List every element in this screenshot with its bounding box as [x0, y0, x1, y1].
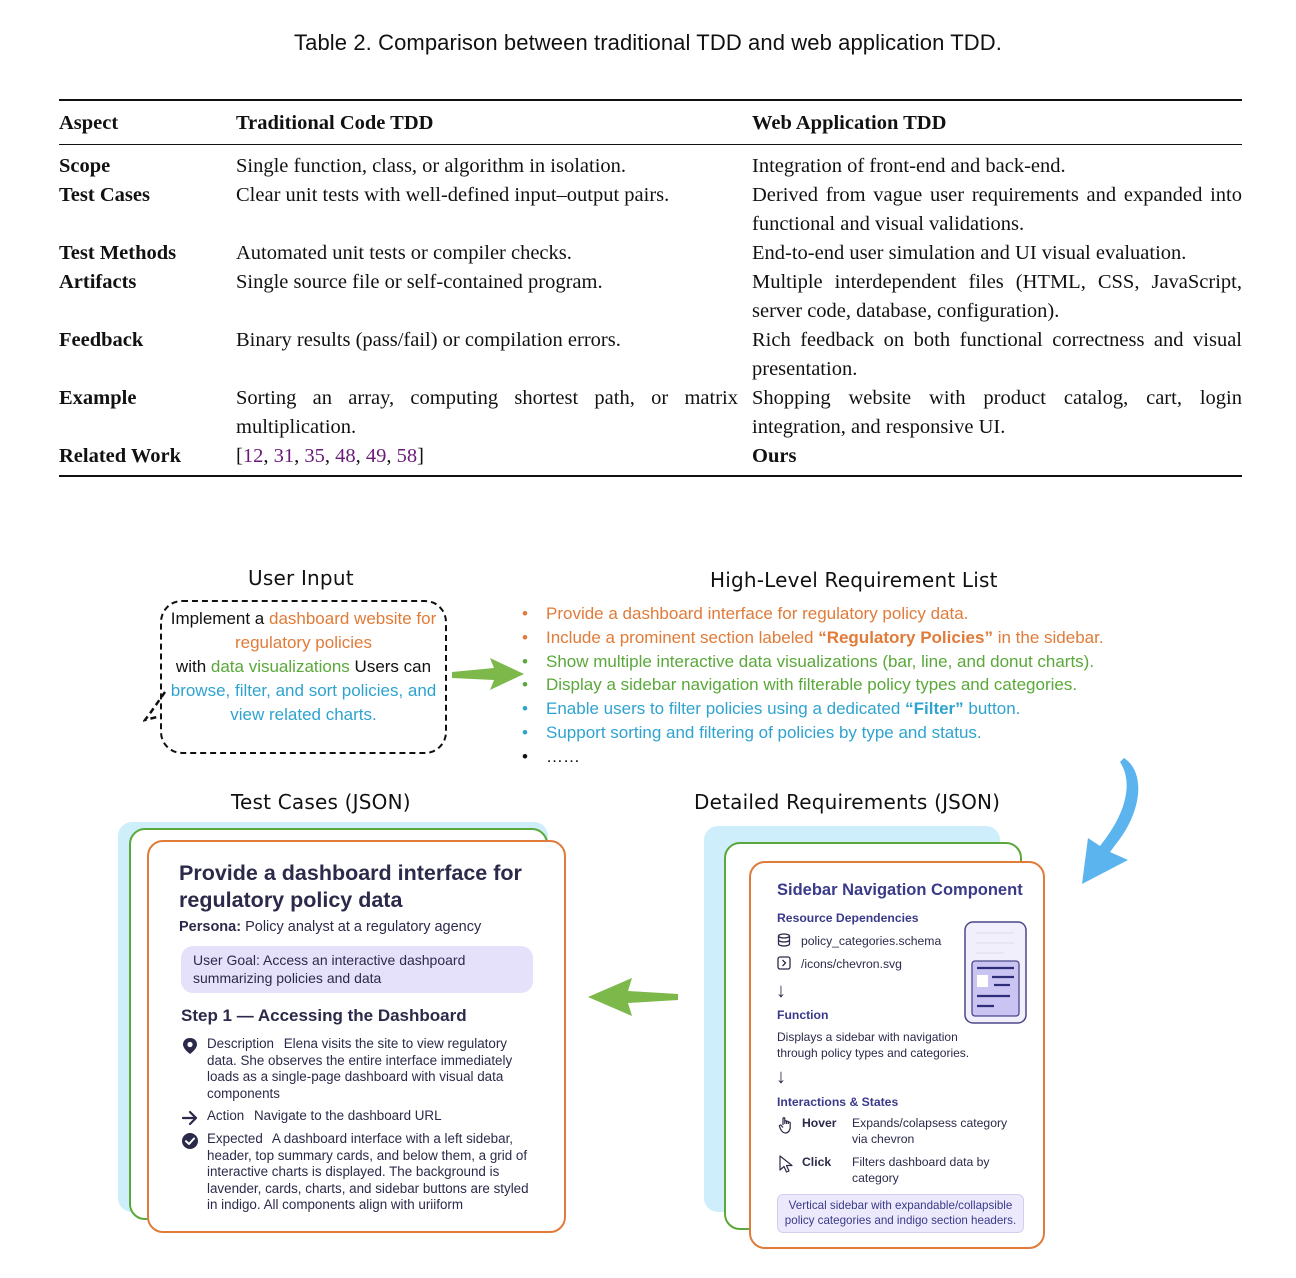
user-input-highlight-orange: dashboard website for regulatory policies	[234, 609, 437, 652]
curved-arrow-down-icon	[1076, 752, 1156, 890]
requirement-item: • Display a sidebar navigation with filterable policy types and categories.	[522, 673, 1104, 697]
check-circle-icon	[181, 1132, 199, 1150]
requirement-list	[522, 602, 1104, 769]
description-text: Elena visits the site to view regulatory data. She observes the entire interface immediately loads as a single-page dashboard with visual data components	[207, 1036, 513, 1101]
step-title: Step 1 — Accessing the Dashboard	[181, 1006, 467, 1025]
function-header: Function	[777, 1008, 829, 1022]
citation-link[interactable]: 31	[273, 445, 295, 467]
arrow-right-icon	[450, 654, 526, 694]
web-cell-ours: Ours	[752, 442, 1242, 476]
requirement-item	[522, 626, 1104, 650]
resource-item	[777, 933, 941, 948]
database-icon	[777, 933, 791, 947]
test-case-title: Provide a dashboard interface for regulatory policy data	[179, 861, 522, 912]
requirement-item: • Support sorting and filtering of policies by type and status.	[522, 721, 1104, 745]
requirement-item: • Show multiple interactive data visualizations (bar, line, and donut charts).	[522, 650, 1104, 674]
traditional-cell: Sorting an array, computing shortest path, or matrix multiplication.	[236, 387, 738, 438]
step-expected	[181, 1131, 531, 1214]
aspect-cell: Example	[59, 387, 137, 409]
user-input-bubble	[160, 600, 447, 754]
description-label: Description	[207, 1036, 274, 1051]
requirement-item: • Provide a dashboard interface for regulatory policy data.	[522, 602, 1104, 626]
arrow-right-icon	[181, 1109, 199, 1127]
interaction-click	[777, 1154, 1017, 1186]
table-row	[59, 442, 1242, 476]
comparison-table	[59, 99, 1242, 477]
table-row	[59, 384, 1242, 442]
requirement-bold: “Filter”	[905, 699, 964, 719]
component-title: Sidebar Navigation Component	[777, 881, 1023, 899]
table-row	[59, 181, 1242, 239]
persona-value: Policy analyst at a regulatory agency	[241, 919, 482, 935]
traditional-cell: Single function, class, or algorithm in isolation.	[236, 155, 627, 177]
citation-link[interactable]: 49	[365, 445, 387, 467]
requirement-list-title: High-Level Requirement List	[710, 568, 998, 592]
table-row	[59, 326, 1242, 384]
aspect-cell: Artifacts	[59, 271, 137, 293]
user-input-highlight-blue: browse, filter, and sort policies, and view related charts.	[170, 681, 437, 724]
aspect-cell: Related Work	[59, 442, 236, 476]
aspect-cell: Feedback	[59, 329, 144, 351]
resource-dependencies-header: Resource Dependencies	[777, 911, 919, 925]
interaction-key: Click	[802, 1155, 832, 1169]
aspect-cell: Test Methods	[59, 242, 177, 264]
traditional-cell: Automated unit tests or compiler checks.	[236, 242, 572, 264]
web-cell: Derived from vague user requirements and expanded into functional and visual validations.	[752, 184, 1242, 235]
traditional-cell: Single source file or self-contained program.	[236, 271, 603, 293]
action-label: Action	[207, 1108, 245, 1123]
requirement-text: in the sidebar.	[992, 627, 1104, 647]
web-cell: Multiple interdependent files (HTML, CSS, JavaScript, server code, database, configuration).	[752, 271, 1242, 322]
web-cell: Shopping website with product catalog, cart, login integration, and responsive UI.	[752, 387, 1242, 438]
citation-link[interactable]: 48	[335, 445, 356, 467]
traditional-cell: Clear unit tests with well-defined input–output pairs.	[236, 184, 670, 206]
traditional-cell: Binary results (pass/fail) or compilation errors.	[236, 329, 621, 351]
citation-link[interactable]: 58	[396, 445, 418, 467]
action-text: Navigate to the dashboard URL	[253, 1108, 442, 1123]
aspect-cell: Scope	[59, 155, 111, 177]
web-cell: Integration of front-end and back-end.	[752, 155, 1066, 177]
user-goal-box: User Goal: Access an interactive dashpoard summarizing policies and data	[181, 946, 533, 993]
persona-label: Persona:	[179, 919, 242, 935]
requirement-text: Include a prominent section labeled	[546, 627, 819, 647]
sidebar-illustration-icon	[964, 921, 1027, 1024]
down-arrow-icon: ↓	[776, 980, 786, 1002]
table-row	[59, 239, 1242, 268]
user-input-text: with	[175, 657, 211, 676]
arrow-left-icon	[584, 974, 680, 1020]
web-cell: End-to-end user simulation and UI visual evaluation.	[752, 242, 1187, 264]
interaction-value: Expands/colapsess category via chevron	[852, 1116, 1008, 1146]
web-cell: Rich feedback on both functional correctness and visual presentation.	[752, 329, 1242, 380]
interaction-value: Filters dashboard data by category	[852, 1155, 990, 1185]
interaction-key: Hover	[802, 1116, 837, 1130]
step-description	[181, 1036, 531, 1102]
requirement-bold: “Regulatory Policies”	[818, 627, 993, 647]
cursor-arrow-icon	[777, 1154, 797, 1174]
map-pin-icon	[181, 1037, 199, 1055]
user-input-text: Implement a	[170, 609, 269, 628]
table-row	[59, 268, 1242, 326]
down-arrow-icon: ↓	[776, 1066, 786, 1088]
aspect-cell: Test Cases	[59, 184, 150, 206]
expected-text: A dashboard interface with a left sidebar, header, top summary cards, and below them, a grid of interactive charts is displayed. The background is lavender, cards, charts, and sidebar buttons are styled in indigo. All components align with uriiform	[207, 1131, 529, 1212]
requirement-item-ellipsis: • ……	[522, 745, 1104, 769]
table-row	[59, 145, 1242, 182]
component-note: Vertical sidebar with expandable/collapsible policy categories and indigo section headers.	[777, 1194, 1024, 1233]
detailed-requirements-title: Detailed Requirements (JSON)	[694, 790, 1001, 814]
header-web: Web Application TDD	[752, 100, 1242, 145]
chevron-box-icon	[777, 956, 791, 970]
related-refs-cell: [12, 31, 35, 48, 49, 58]	[236, 442, 752, 476]
table-caption: Table 2. Comparison between traditional TDD and web application TDD.	[294, 30, 1002, 55]
requirement-text: button.	[963, 699, 1021, 719]
resource-name: /icons/chevron.svg	[801, 957, 902, 971]
function-text: Displays a sidebar with navigation through policy types and categories.	[777, 1030, 970, 1060]
requirement-item	[522, 697, 1104, 721]
user-input-text: Users can	[349, 657, 432, 676]
user-input-title: User Input	[248, 566, 354, 590]
header-aspect: Aspect	[59, 100, 236, 145]
step-action	[181, 1108, 531, 1125]
interactions-header: Interactions & States	[777, 1095, 899, 1109]
expected-label: Expected	[207, 1131, 263, 1146]
citation-link[interactable]: 35	[304, 445, 325, 467]
persona	[179, 919, 481, 935]
resource-name: policy_categories.schema	[801, 934, 942, 948]
interaction-hover	[777, 1115, 1017, 1147]
hand-pointer-icon	[777, 1115, 797, 1135]
requirement-text: Enable users to filter policies using a dedicated	[546, 699, 906, 719]
resource-item	[777, 956, 902, 971]
header-traditional: Traditional Code TDD	[236, 100, 752, 145]
user-input-highlight-green: data visualizations	[210, 657, 350, 676]
citation-link[interactable]: 12	[242, 445, 264, 467]
test-cases-title: Test Cases (JSON)	[231, 790, 411, 814]
